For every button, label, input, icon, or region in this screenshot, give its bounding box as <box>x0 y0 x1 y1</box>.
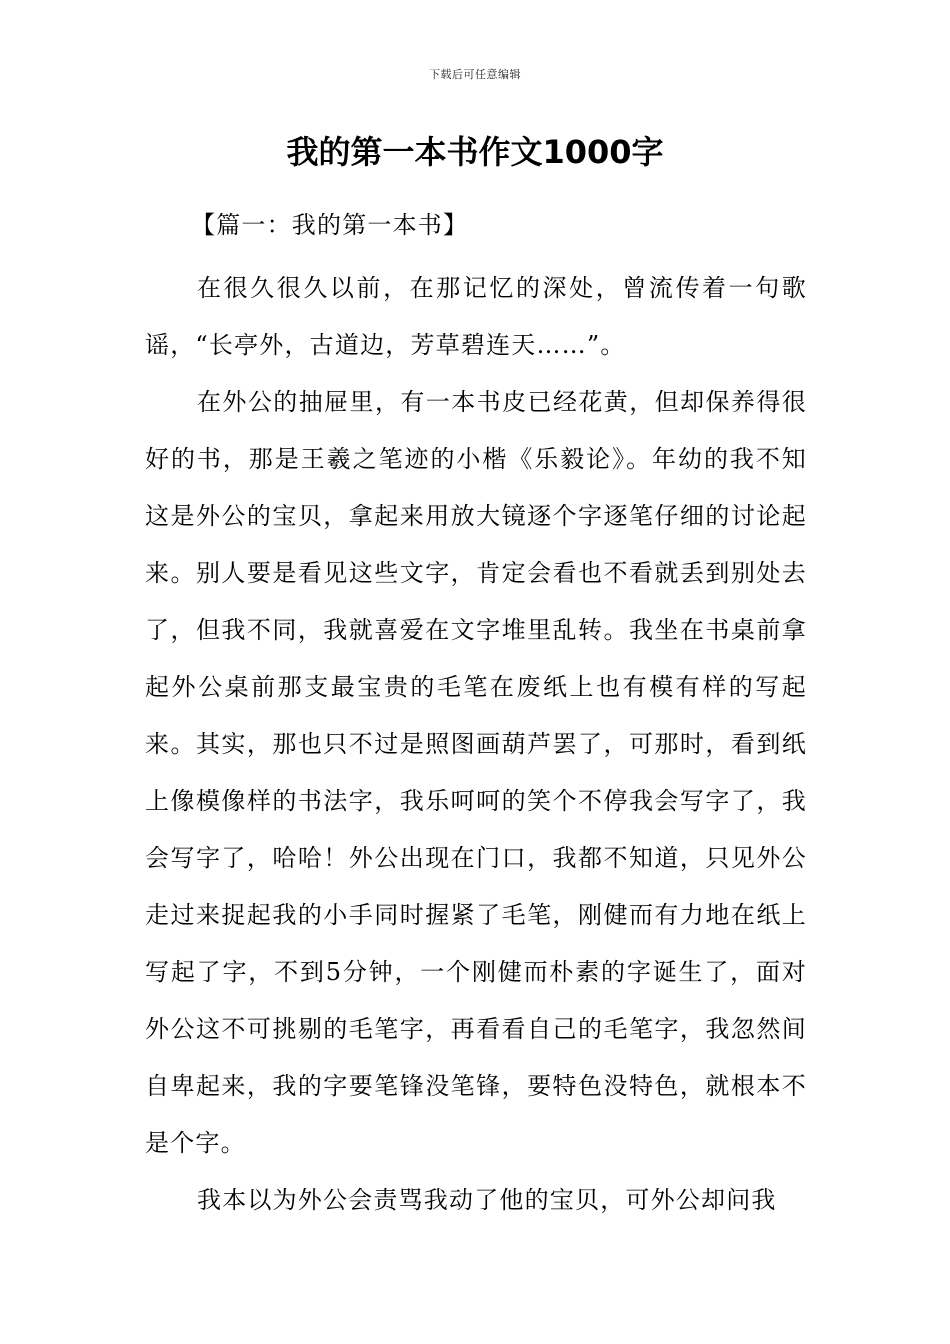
header-note: 下载后可任意编辑 <box>429 68 521 81</box>
section-heading: 【篇一：我的第一本书】 <box>191 211 469 239</box>
paragraph: 在外公的抽屉里，有一本书皮已经花黄，但却保养得很好的书，那是王羲之笔迹的小楷《乐毅论》。年幼的我不知这是外公的宝贝，拿起来用放大镜逐个字逐笔仔细的讨论起来。别人要是看见这些文字，肯定会看也不看就丢到别处去了，但我不同，我就喜爱在文字堆里乱转。我坐在书桌前拿起外公桌前那支最宝贵的毛笔在废纸上也有模有样的写起来。其实，那也只不过是照图画葫芦罢了，可那时，看到纸上像模像样的书法字，我乐呵呵的笑个不停我会写字了，我会写字了，哈哈！外公出现在门口，我都不知道，只见外公走过来捉起我的小手同时握紧了毛笔，刚健而有力地在纸上写起了字，不到5分钟，一个刚健而朴素的字诞生了，面对外公这不可挑剔的毛笔字，再看看自己的毛笔字，我忽然间自卑起来，我的字要笔锋没笔锋，要特色没特色，就根本不是个字。 <box>145 388 807 1157</box>
paragraph: 在很久很久以前，在那记忆的深处，曾流传着一句歌谣，“长亭外，古道边，芳草碧连天……”。 <box>145 274 807 359</box>
document-title: 我的第一本书作文1000字 <box>286 133 664 171</box>
paragraph: 我本以为外公会责骂我动了他的宝贝，可外公却问我 <box>197 1186 777 1214</box>
document-body <box>145 205 807 1229</box>
